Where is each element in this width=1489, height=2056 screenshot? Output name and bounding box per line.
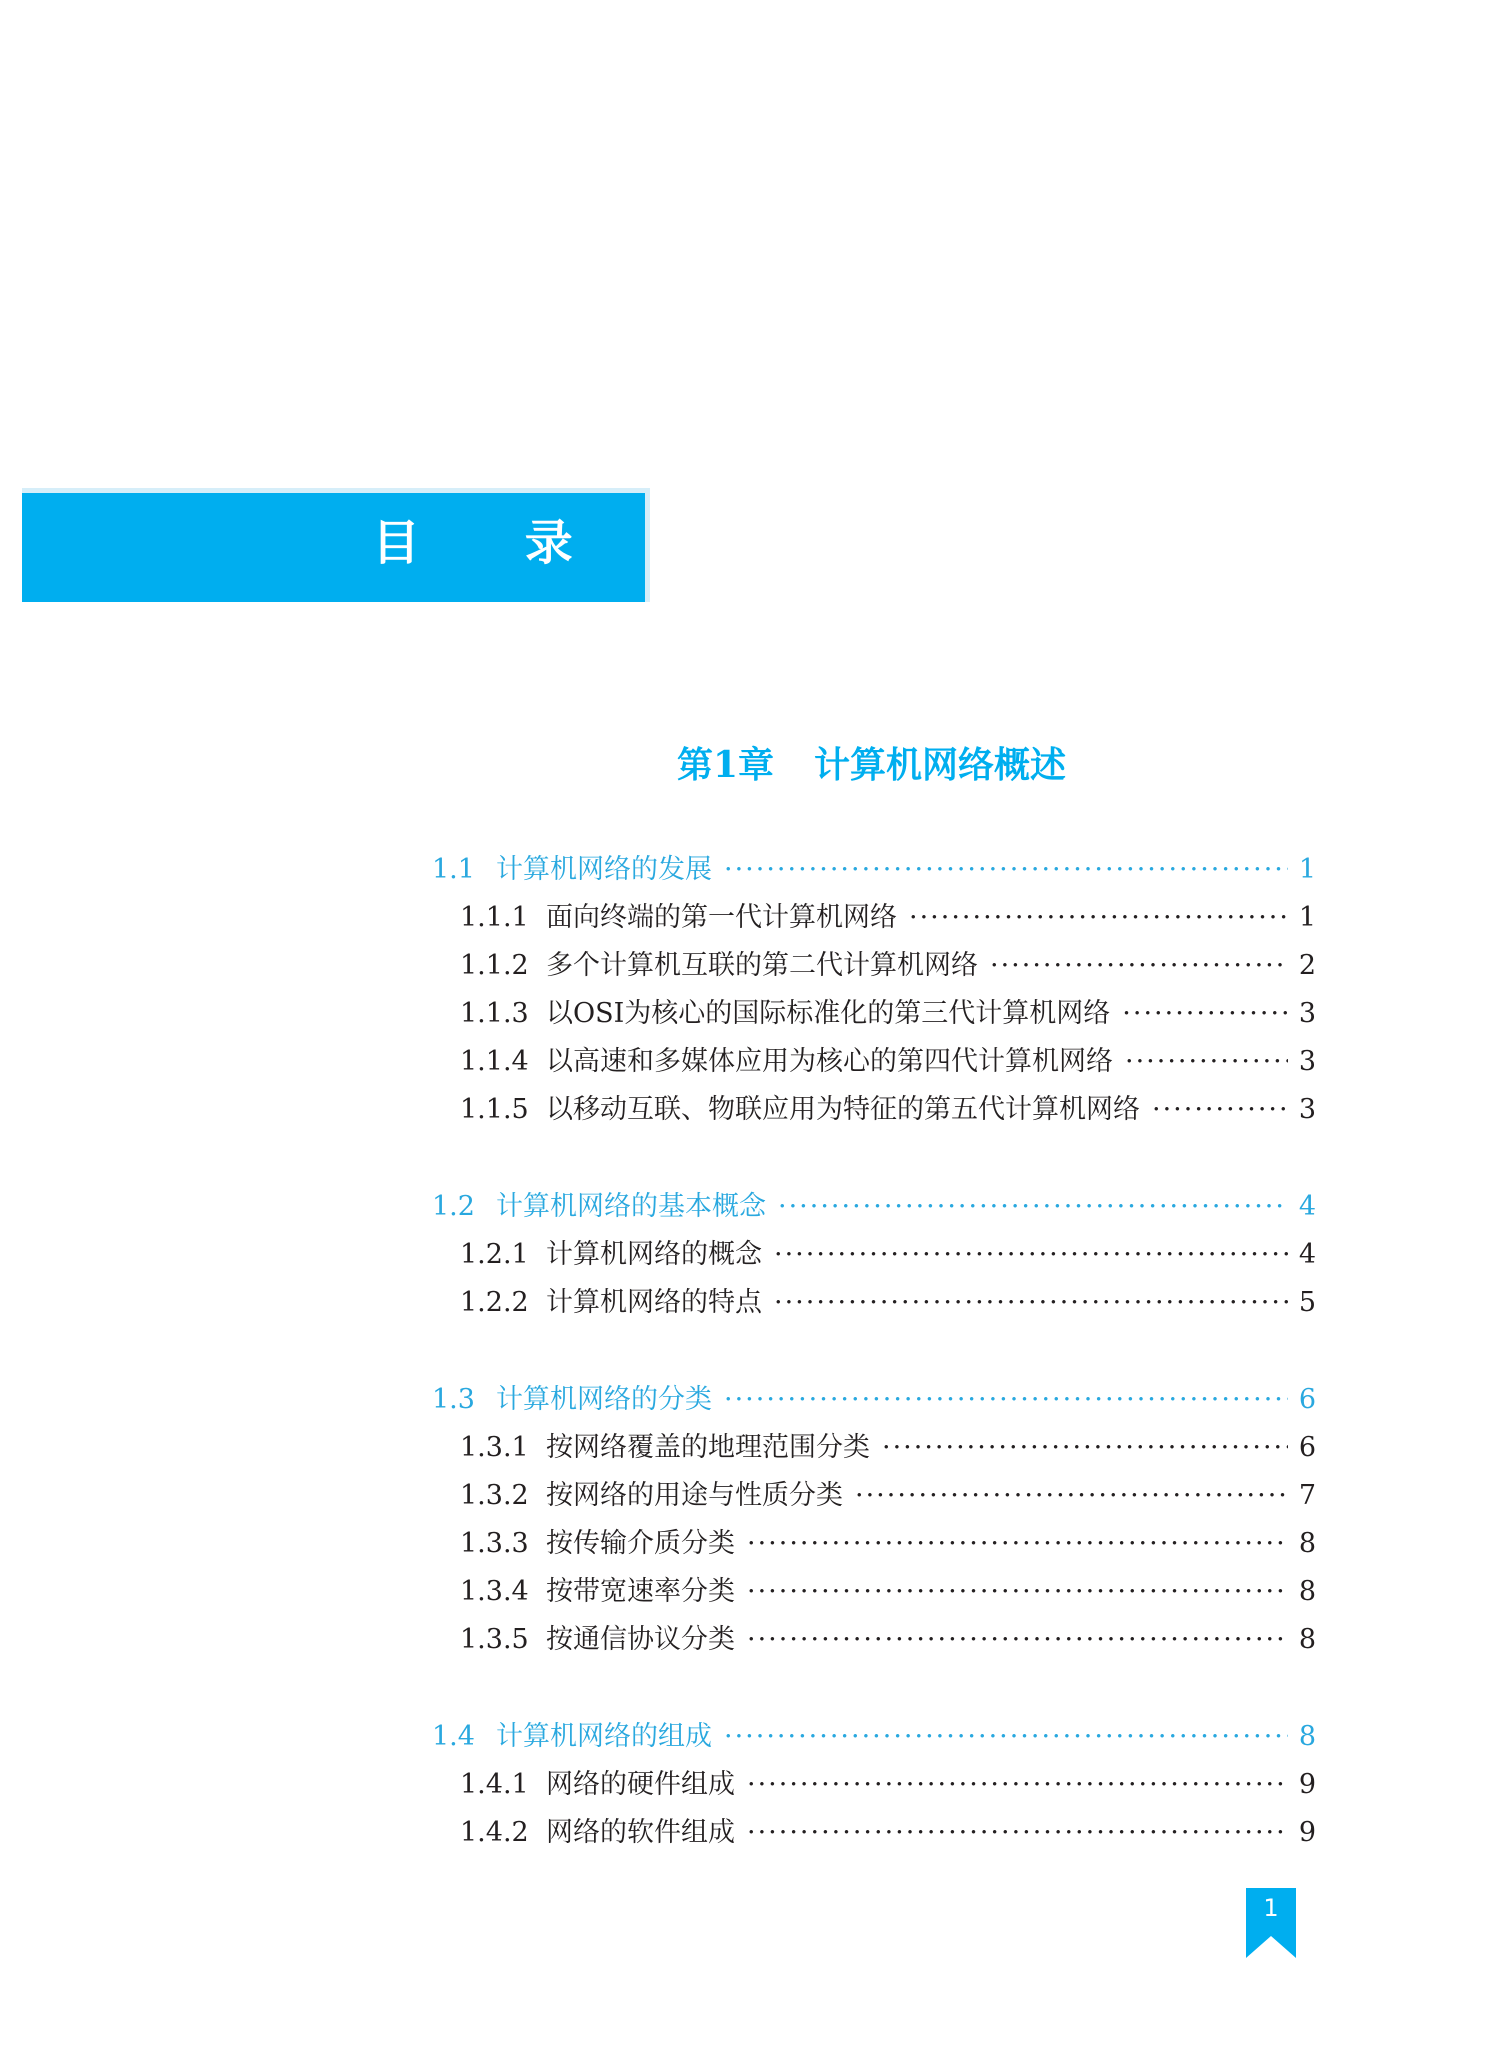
- toc-subsection-entry[interactable]: [432, 1472, 1316, 1520]
- toc-subsection-entry[interactable]: [432, 1424, 1316, 1472]
- subsection-number: 1.1.4: [460, 1046, 529, 1077]
- section-title: 计算机网络的分类: [496, 1384, 712, 1415]
- toc-section: [432, 846, 1316, 1134]
- page-ref: 6: [1298, 1384, 1316, 1415]
- page-ref: 8: [1298, 1624, 1316, 1655]
- subsection-title: 按传输介质分类: [546, 1528, 735, 1559]
- page-ref: 3: [1298, 998, 1316, 1029]
- page-ref: 6: [1298, 1432, 1316, 1463]
- subsection-number: 1.3.3: [460, 1528, 529, 1559]
- subsection-number: 1.1.1: [460, 902, 529, 933]
- toc-subsection-entry[interactable]: [432, 1568, 1316, 1616]
- toc-subsection-entry[interactable]: [432, 894, 1316, 942]
- leader-dots: [747, 1616, 1288, 1664]
- leader-dots: [724, 1376, 1288, 1424]
- subsection-title: 按通信协议分类: [546, 1624, 735, 1655]
- toc-subsection-entry[interactable]: [432, 990, 1316, 1038]
- toc-subsection-entry[interactable]: [432, 1809, 1316, 1857]
- page-ref: 8: [1298, 1721, 1316, 1752]
- toc-section-entry[interactable]: [432, 1376, 1316, 1424]
- toc-subsection-entry[interactable]: [432, 942, 1316, 990]
- toc-subsection-entry[interactable]: [432, 1231, 1316, 1279]
- page-ref: 7: [1298, 1480, 1316, 1511]
- page-ref: 5: [1298, 1287, 1316, 1318]
- subsection-number: 1.2.1: [460, 1239, 529, 1270]
- page-number: 1: [1263, 1894, 1279, 1922]
- toc-section: [432, 1713, 1316, 1857]
- subsection-title: 计算机网络的特点: [546, 1287, 762, 1318]
- subsection-title: 多个计算机互联的第二代计算机网络: [546, 950, 978, 981]
- page-ref: 1: [1298, 854, 1316, 885]
- subsection-title: 以移动互联、物联应用为特征的第五代计算机网络: [546, 1094, 1140, 1125]
- leader-dots: [747, 1761, 1288, 1809]
- leader-dots: [747, 1809, 1288, 1857]
- toc-heading: 目 录: [372, 515, 617, 571]
- page-ref: 9: [1298, 1769, 1316, 1800]
- leader-dots: [1152, 1086, 1288, 1134]
- subsection-number: 1.3.1: [460, 1432, 529, 1463]
- leader-dots: [724, 846, 1288, 894]
- page-ref: 9: [1298, 1817, 1316, 1848]
- subsection-title: 计算机网络的概念: [546, 1239, 762, 1270]
- subsection-title: 以OSI为核心的国际标准化的第三代计算机网络: [546, 998, 1111, 1029]
- toc-subsection-entry[interactable]: [432, 1761, 1316, 1809]
- toc-section: [432, 1183, 1316, 1327]
- page-ref: 4: [1298, 1239, 1316, 1270]
- toc-banner: [22, 488, 650, 602]
- leader-dots: [1122, 990, 1288, 1038]
- subsection-title: 按网络覆盖的地理范围分类: [546, 1432, 870, 1463]
- section-title: 计算机网络的组成: [496, 1721, 712, 1752]
- toc-subsection-entry[interactable]: [432, 1616, 1316, 1664]
- subsection-number: 1.2.2: [460, 1287, 529, 1318]
- leader-dots: [774, 1231, 1288, 1279]
- section-number: 1.1: [432, 854, 475, 885]
- section-number: 1.4: [432, 1721, 475, 1752]
- subsection-number: 1.3.5: [460, 1624, 529, 1655]
- leader-dots: [774, 1279, 1288, 1327]
- page-ref: 8: [1298, 1528, 1316, 1559]
- toc-subsection-entry[interactable]: [432, 1520, 1316, 1568]
- chapter-number: 第1章: [676, 744, 775, 786]
- toc-subsection-entry[interactable]: [432, 1086, 1316, 1134]
- subsection-title: 网络的硬件组成: [546, 1769, 735, 1800]
- leader-dots: [990, 942, 1288, 990]
- subsection-number: 1.1.3: [460, 998, 529, 1029]
- leader-dots: [882, 1424, 1288, 1472]
- subsection-number: 1.4.1: [460, 1769, 529, 1800]
- subsection-number: 1.3.2: [460, 1480, 529, 1511]
- toc-section-entry[interactable]: [432, 1713, 1316, 1761]
- toc-subsection-entry[interactable]: [432, 1279, 1316, 1327]
- leader-dots: [855, 1472, 1288, 1520]
- page-ref: 3: [1298, 1046, 1316, 1077]
- section-number: 1.3: [432, 1384, 475, 1415]
- toc-section: [432, 1376, 1316, 1664]
- page-ref: 2: [1298, 950, 1316, 981]
- subsection-title: 按带宽速率分类: [546, 1576, 735, 1607]
- leader-dots: [724, 1713, 1288, 1761]
- toc-section-entry[interactable]: [432, 846, 1316, 894]
- toc-subsection-entry[interactable]: [432, 1038, 1316, 1086]
- page-ref: 8: [1298, 1576, 1316, 1607]
- page-ref: 1: [1298, 902, 1316, 933]
- chapter-title: [430, 740, 1313, 790]
- section-title: 计算机网络的发展: [496, 854, 712, 885]
- section-title: 计算机网络的基本概念: [496, 1191, 766, 1222]
- subsection-title: 面向终端的第一代计算机网络: [546, 902, 897, 933]
- table-of-contents: [432, 846, 1316, 1906]
- leader-dots: [747, 1568, 1288, 1616]
- subsection-number: 1.4.2: [460, 1817, 529, 1848]
- subsection-title: 以高速和多媒体应用为核心的第四代计算机网络: [546, 1046, 1113, 1077]
- subsection-number: 1.1.5: [460, 1094, 529, 1125]
- leader-dots: [909, 894, 1288, 942]
- subsection-number: 1.3.4: [460, 1576, 529, 1607]
- leader-dots: [747, 1520, 1288, 1568]
- leader-dots: [1125, 1038, 1288, 1086]
- chapter-name: 计算机网络概述: [814, 744, 1067, 786]
- toc-section-entry[interactable]: [432, 1183, 1316, 1231]
- subsection-title: 网络的软件组成: [546, 1817, 735, 1848]
- subsection-number: 1.1.2: [460, 950, 529, 981]
- leader-dots: [778, 1183, 1288, 1231]
- page-ref: 4: [1298, 1191, 1316, 1222]
- section-number: 1.2: [432, 1191, 475, 1222]
- subsection-title: 按网络的用途与性质分类: [546, 1480, 843, 1511]
- page-ref: 3: [1298, 1094, 1316, 1125]
